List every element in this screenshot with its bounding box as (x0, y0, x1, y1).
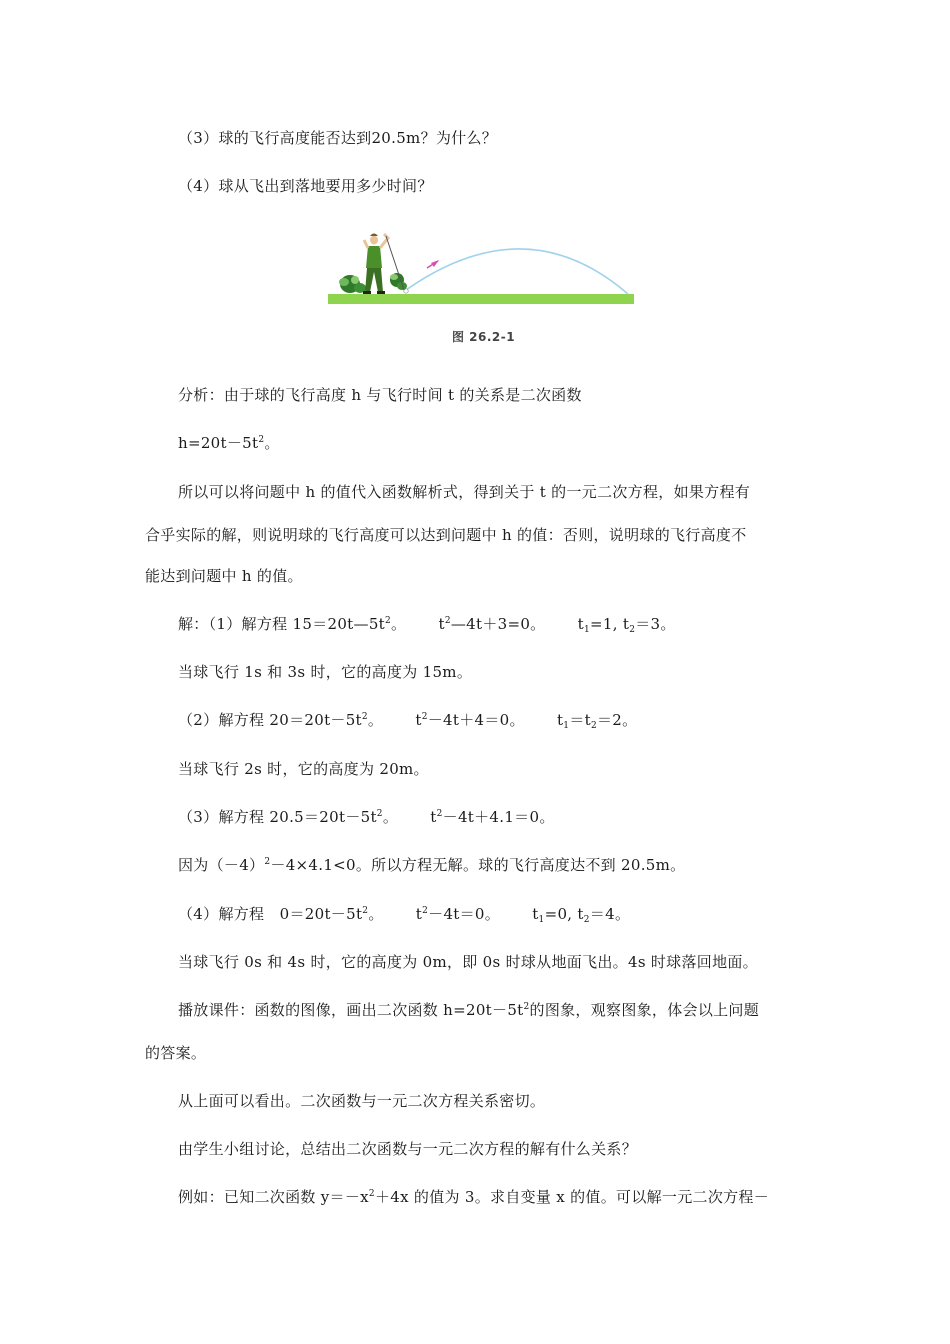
s3-equation: （3）解方程 20.5＝20t－5t (178, 808, 377, 826)
solution-3 (178, 807, 555, 827)
courseware-exp: 2 (523, 1002, 530, 1012)
s4-eq2: t (415, 905, 423, 923)
s1-equation: 解：（1）解方程 15＝20t—5t (178, 615, 385, 633)
solution-2-text: 当球飞行 2s 时，它的高度为 20m。 (178, 760, 429, 778)
s1-sub1: 1 (583, 625, 591, 635)
discussion: 由学生小组讨论，总结出二次函数与一元二次方程的解有什么关系？ (178, 1140, 638, 1158)
s3-dot: 。 (382, 808, 399, 826)
solution-1 (178, 614, 676, 634)
solution-4 (178, 904, 630, 924)
s2-sub2: 2 (590, 721, 597, 731)
conclusion: 从上面可以看出。二次函数与一元二次方程关系密切。 (178, 1092, 546, 1110)
s4-eq2-post: －4t＝0。 (428, 905, 501, 923)
solution-3-text (178, 855, 685, 875)
courseware-pre: 播放课件：函数的图像，画出二次函数 h=20t－5t (178, 1001, 524, 1019)
s2-root: t (556, 711, 564, 729)
s1-exp: 2 (385, 616, 392, 626)
s4-root-mid: =0, t (544, 905, 584, 923)
analysis-para-line1: 所以可以将问题中 h 的值代入函数解析式，得到关于 t 的一元二次方程，如果方程有 (178, 483, 751, 501)
example-post: ＋4x 的值为 3。求自变量 x 的值。可以解一元二次方程－ (374, 1188, 770, 1206)
s1-root-mid: =1, t (590, 615, 630, 633)
courseware-post: 的图象，观察图象，体会以上问题 (529, 1001, 760, 1019)
courseware-line1 (178, 1000, 759, 1020)
bush-left (339, 275, 366, 293)
example (178, 1187, 769, 1207)
s3-exp: 2 (376, 809, 383, 819)
formula-text: h=20t－5t (178, 434, 259, 452)
analysis-line1: 分析：由于球的飞行高度 h 与飞行时间 t 的关系是二次函数 (178, 386, 582, 404)
s3-eq2-exp: 2 (436, 809, 443, 819)
question-3: （3）球的飞行高度能否达到20.5m？为什么？ (178, 129, 498, 147)
s2-eq2-exp: 2 (421, 712, 428, 722)
bush-right (390, 273, 407, 290)
courseware-line2: 的答案。 (145, 1044, 207, 1062)
analysis-formula (178, 433, 280, 453)
s1-eq2-exp: 2 (444, 616, 451, 626)
s2-eq2: t (415, 711, 422, 729)
s4-sub1: 1 (538, 915, 545, 925)
s2-dot: 。 (367, 711, 384, 729)
s2-sub1: 1 (563, 721, 570, 731)
formula-end: 。 (264, 434, 280, 452)
solution-4-text: 当球飞行 0s 和 4s 时，它的高度为 0m，即 0s 时球从地面飞出。4s 时球落回地面。 (178, 953, 758, 971)
s1-eq2: t (438, 615, 445, 633)
s4-eq2-exp: 2 (422, 906, 429, 916)
s3-text-post: －4×4.1<0。所以方程无解。球的飞行高度达不到 20.5m。 (270, 856, 686, 874)
analysis-para-line2: 合乎实际的解，则说明球的飞行高度可以达到问题中 h 的值：否则，说明球的飞行高度不 (145, 526, 747, 544)
s4-root: t (532, 905, 539, 923)
s2-root-mid: ＝t (569, 711, 591, 729)
s2-equation: （2）解方程 20＝20t－5t (178, 711, 362, 729)
formula-exp: 2 (258, 435, 265, 445)
s4-dot: 。 (368, 905, 384, 923)
s4-sub2: 2 (583, 915, 590, 925)
solution-2 (178, 710, 637, 730)
figure-caption: 图 26.2-1 (452, 330, 516, 344)
example-exp: 2 (368, 1189, 375, 1199)
s4-exp: 2 (362, 906, 369, 916)
analysis-para-line3: 能达到问题中 h 的值。 (145, 567, 303, 585)
s1-eq2-post: —4t＋3=0。 (450, 615, 546, 633)
arrow-head-icon (431, 260, 439, 267)
s1-dot: 。 (391, 615, 407, 633)
s1-root: t (577, 615, 584, 633)
s2-exp: 2 (361, 712, 368, 722)
s4-root-end: ＝4。 (589, 905, 631, 923)
s3-text-pre: 因为（－4） (178, 856, 265, 874)
ground (328, 294, 634, 304)
s2-eq2-post: －4t＋4＝0。 (427, 711, 525, 729)
trajectory-arc (406, 249, 628, 294)
s1-sub2: 2 (629, 625, 636, 635)
golf-trajectory-figure (326, 228, 638, 308)
s1-root-end: ＝3。 (635, 615, 676, 633)
s3-text-exp: 2 (264, 857, 271, 867)
question-4: （4）球从飞出到落地要用多少时间？ (178, 177, 433, 195)
solution-1-text: 当球飞行 1s 和 3s 时，它的高度为 15m。 (178, 663, 473, 681)
example-pre: 例如：已知二次函数 y＝－x (178, 1188, 369, 1206)
s2-root-end: ＝2。 (597, 711, 638, 729)
s4-equation: （4）解方程 0＝20t－5t (178, 905, 363, 923)
s3-eq2-post: －4t＋4.1＝0。 (442, 808, 555, 826)
s3-eq2: t (430, 808, 437, 826)
